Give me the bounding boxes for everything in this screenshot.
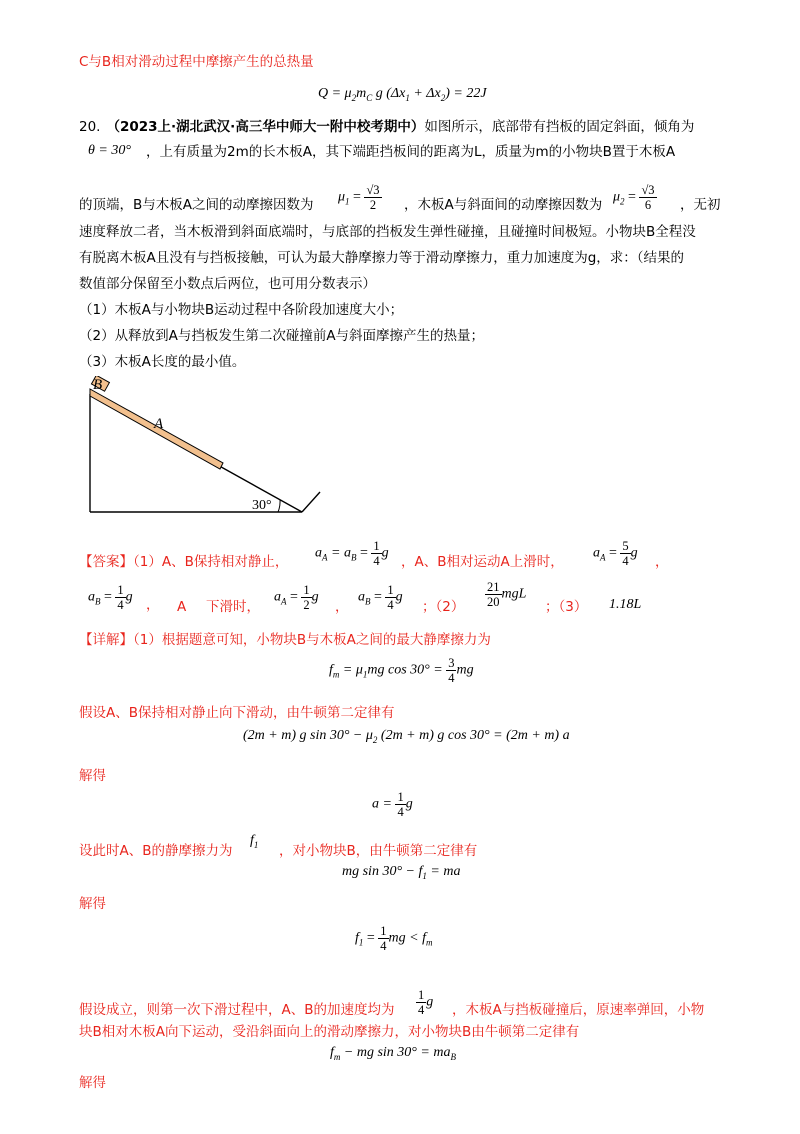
detail-line-5: 解得 — [79, 896, 106, 912]
problem-line-4: 速度释放二者，当木板滑到斜面底端时，与底部的挡板发生弹性碰撞，且碰撞时间极短。小物块B全程没 — [79, 224, 696, 240]
theta-value: θ = 30° — [88, 143, 131, 158]
answer-tag: 【答案】 — [79, 554, 133, 570]
detail-line-6a: 假设成立，则第一次下滑过程中，A、B的加速度均为 — [79, 1002, 395, 1018]
answer-eq-5: $a_B$ = $\frac{1}{4}$ g — [358, 583, 403, 612]
label-b: B — [93, 377, 103, 393]
detail-line-2: 假设A、B保持相对静止向下滑动，由牛顿第二定律有 — [79, 705, 395, 721]
answer-2-value: $\frac{21}{20}$ mgL — [487, 580, 527, 609]
newton-equation-3: $f_m$ − mg $\sin 30^\circ = ma_B$ — [330, 1045, 456, 1062]
angle-arc — [278, 500, 280, 512]
answer-eq-1: $a_A = a_B$ = $\frac{1}{4}$ g — [315, 539, 389, 568]
detail-line-3: 解得 — [79, 768, 106, 784]
f1-equation: $f_1$ = $\frac{1}{4}$ mg < $f_m$ — [355, 924, 433, 953]
problem-line-3a: 的顶端，B与木板A之间的动摩擦因数为 — [79, 197, 314, 213]
mu2-equation: $\mu_2$ = $\frac{√3}{6}$ — [613, 183, 655, 212]
problem-line-1: 20. （2023上·湖北武汉·高三华中师大一附中校考期中）如图所示，底部带有挡板的固定斜面，倾角为 — [79, 119, 695, 135]
detail-line-4: 设此时A、B的静摩擦力为 — [79, 843, 233, 859]
detail-line-1: 【详解】（1）根据题意可知，小物块B与木板A之间的最大静摩擦力为 — [79, 632, 491, 648]
problem-source: （2023上·湖北武汉·高三华中师大一附中校考期中） — [106, 119, 425, 135]
detail-line-8: 解得 — [79, 1075, 106, 1091]
answer-semi-1: ；（2） — [422, 599, 465, 615]
a-equation: a = $\frac{1}{4}$ g — [372, 790, 413, 819]
problem-line-5: 有脱离木板A且没有与挡板接触，可认为最大静摩擦力等于滑动摩擦力，重力加速度为g，求：（结果的 — [79, 250, 685, 266]
answer-semi-2: ；（3） — [545, 599, 588, 615]
newton-equation-2: mg $\sin 30^\circ - f_1$ = ma — [342, 864, 461, 881]
f1-symbol: $f_1$ — [250, 833, 259, 850]
answer-comma-2: ， — [146, 597, 160, 613]
problem-line-3c: ，无初 — [680, 197, 721, 213]
answer-eq-2: $a_A$ = $\frac{5}{4}$ g — [593, 539, 638, 568]
answer-eq-3: $a_B$ = $\frac{1}{4}$ g — [88, 583, 133, 612]
label-a: A — [154, 416, 164, 432]
question-2: （2）从释放到A与挡板发生第二次碰撞前A与斜面摩擦产生的热量； — [79, 328, 485, 344]
detail-tag: 【详解】 — [79, 632, 133, 648]
answer-3-value: 1.18L — [609, 597, 642, 612]
section-c-title: C与B相对滑动过程中摩擦产生的总热量 — [79, 54, 314, 70]
incline-figure — [80, 376, 330, 516]
problem-line-2: ，上有质量为2m的长木板A，其下端距挡板间的距离为L，质量为m的小物块B置于木板A — [146, 144, 676, 160]
detail-line-4b: ，对小物块B，由牛顿第二定律有 — [279, 843, 478, 859]
newton-equation-1: (2m + m) g $\sin 30^\circ - \mu_2$ (2m + m) g cos 30° = (2m + m) a — [243, 728, 570, 745]
mu1-equation: $\mu_1$ = $\frac{√3}{2}$ — [338, 183, 380, 212]
angle-label: 30° — [252, 498, 272, 513]
answer-slide-a: A — [177, 599, 187, 615]
detail-line-7: 块B相对木板A向下运动，受沿斜面向上的滑动摩擦力，对小物块B由牛顿第二定律有 — [79, 1024, 580, 1040]
problem-line-6: 数值部分保留至小数点后两位，也可用分数表示） — [79, 276, 376, 292]
answer-tag-line: 【答案】（1）A、B保持相对静止， — [79, 554, 289, 570]
quarter-g: $\frac{1}{4}$ g — [418, 988, 434, 1017]
answer-p1b: ，A、B相对运动A上滑时， — [401, 554, 564, 570]
answer-comma-1: ， — [655, 554, 669, 570]
problem-line-3b: ，木板A与斜面间的动摩擦因数为 — [404, 197, 603, 213]
fm-equation: $f_m = \mu_1mg$ cos 30° = $\frac{3}{4}$ mg — [329, 656, 474, 685]
heat-equation: $Q = \mu_2m_C$ g $(\Delta x_1 + \Delta x_2) = 22J$ — [318, 86, 487, 103]
detail-line-6b: ，木板A与挡板碰撞后，原速率弹回，小物 — [452, 1002, 705, 1018]
answer-comma-3: ， — [335, 599, 349, 615]
stopper-plate — [302, 492, 320, 512]
answer-eq-4: $a_A$ = $\frac{1}{2}$ g — [274, 583, 319, 612]
question-1: （1）木板A与小物块B运动过程中各阶段加速度大小； — [79, 302, 404, 318]
question-3: （3）木板A长度的最小值。 — [79, 354, 246, 370]
answer-slide-text: 下滑时， — [206, 599, 260, 615]
